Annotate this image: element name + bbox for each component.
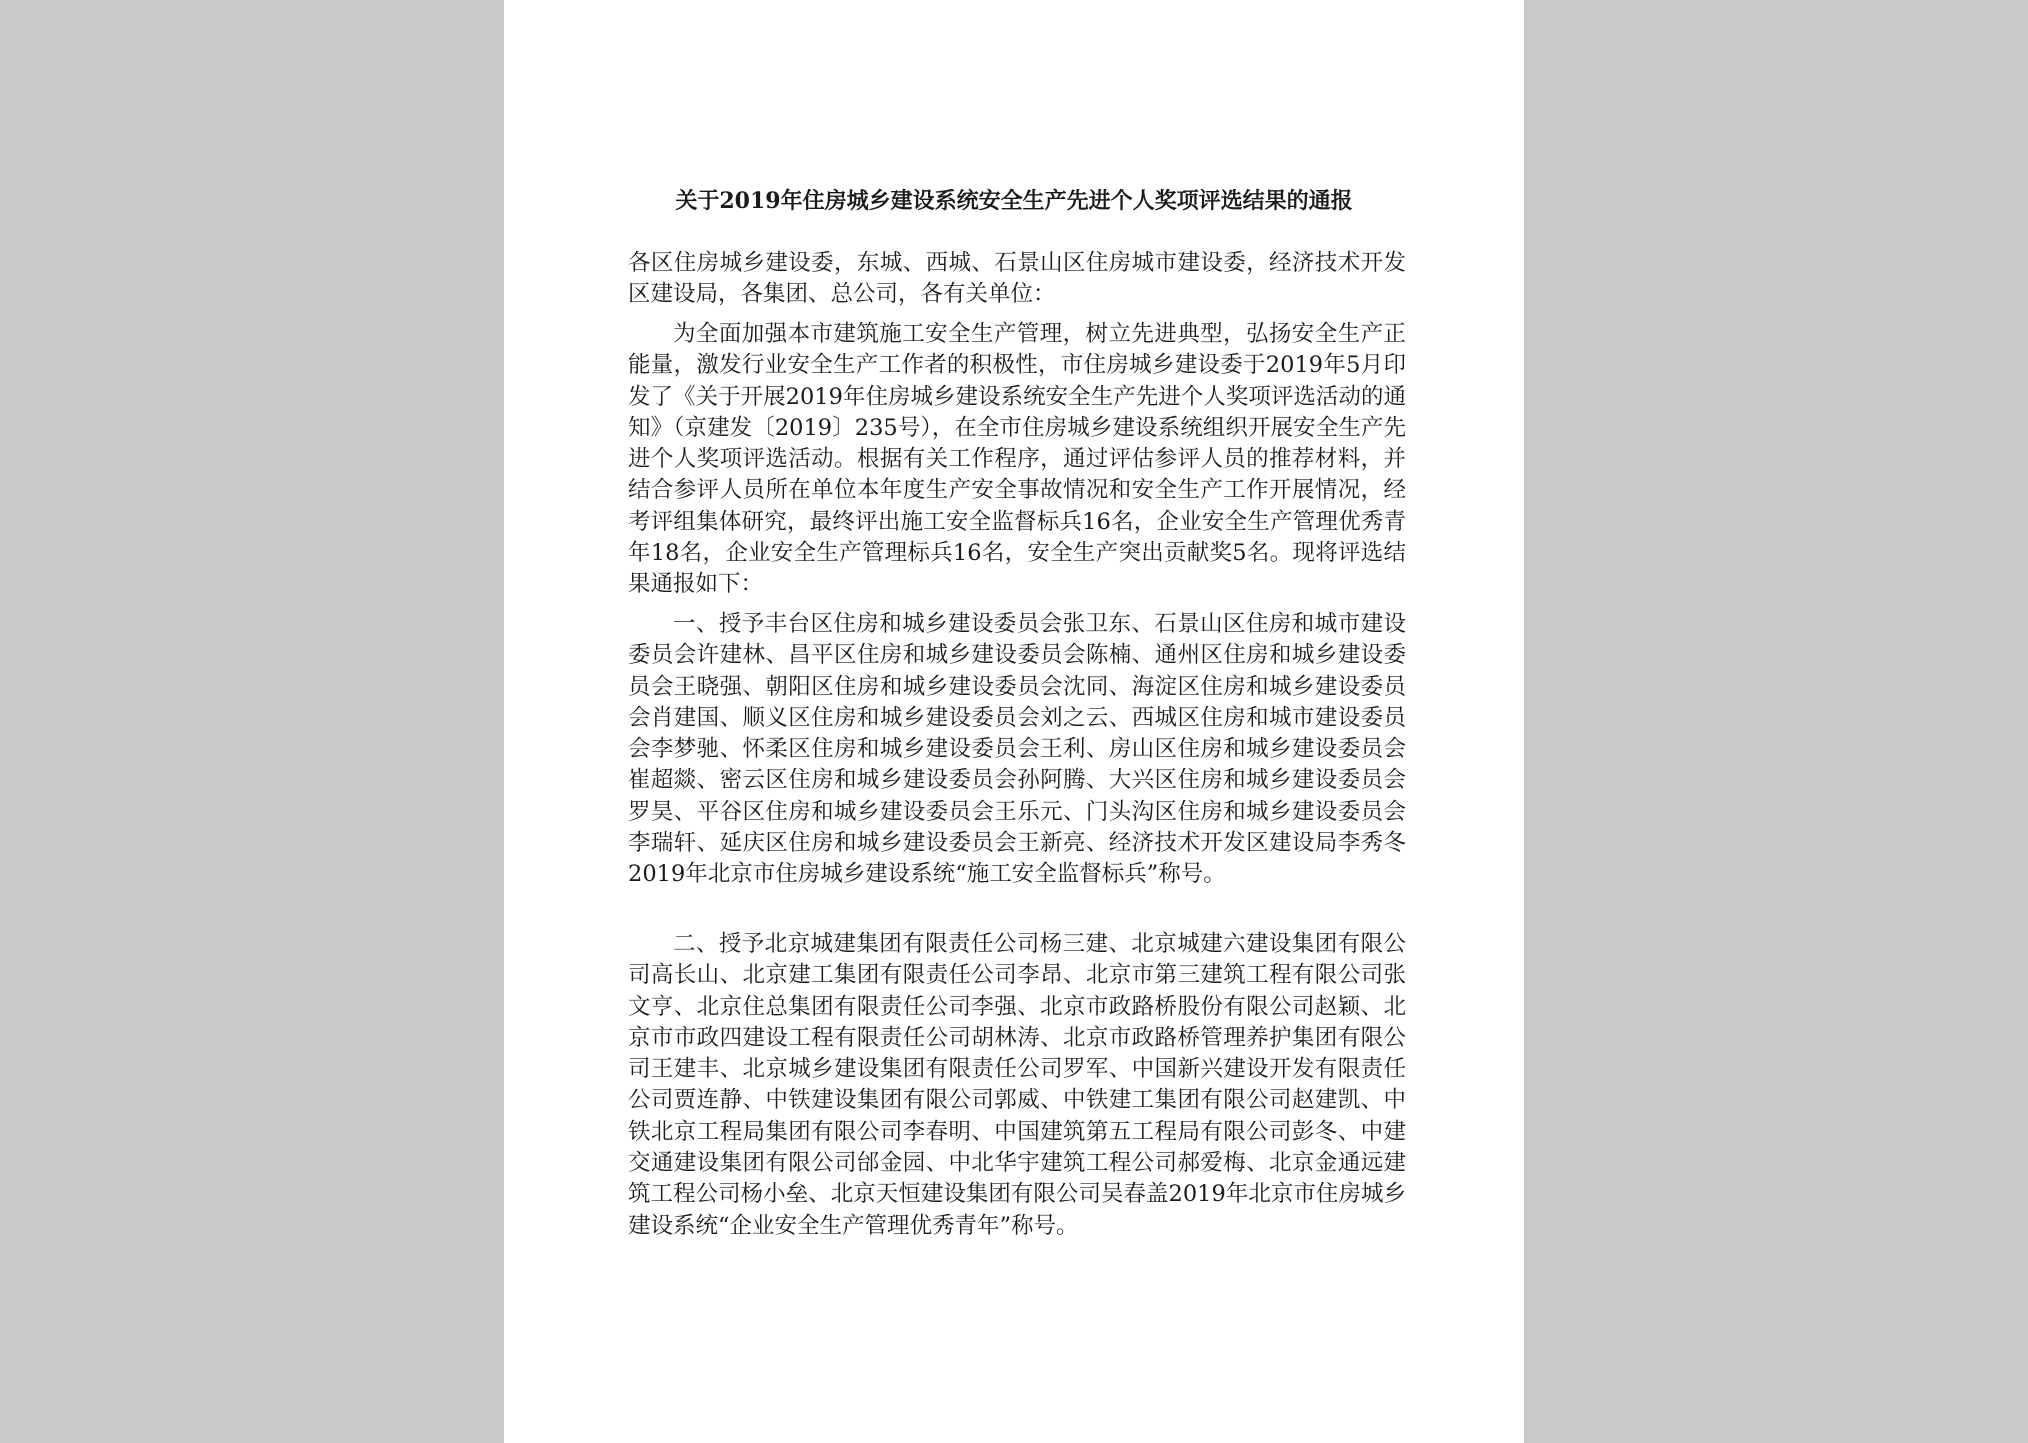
paragraph-section-two: 二、授予北京城建集团有限责任公司杨三建、北京城建六建设集团有限公司高长山、北京建工集团有限责任公司李昂、北京市第三建筑工程有限公司张文亨、北京住总集团有限责任公司李强、北京市政路桥股份有限公司赵颖、北京市市政四建设工程有限责任公司胡林涛、北京市政路桥管理养护集团有限公司王建丰、北京城乡建设集团有限责任公司罗军、中国新兴建设开发有限责任公司贾连静、中铁建设集团有限公司郭威、中铁建工集团有限公司赵建凯、中铁北京工程局集团有限公司李春明、中国建筑第五工程局有限公司彭冬、中建交通建设集团有限公司邰金园、中北华宇建筑工程公司郝爱梅、北京金通远建筑工程公司杨小垒、北京天恒建设集团有限公司吴春盖2019年北京市住房城乡建设系统“企业安全生产管理优秀青年”称号。 — [628, 931, 1406, 1239]
document-title: 关于2019年住房城乡建设系统安全生产先进个人奖项评选结果的通报 — [675, 188, 1353, 214]
document-page — [504, 0, 1524, 1443]
paragraph-section-one: 一、授予丰台区住房和城乡建设委员会张卫东、石景山区住房和城市建设委员会许建林、昌平区住房和城乡建设委员会陈楠、通州区住房和城乡建设委员会王晓强、朝阳区住房和城乡建设委员会沈同、海淀区住房和城乡建设委员会肖建国、顺义区住房和城乡建设委员会刘之云、西城区住房和城市建设委员会李梦驰、怀柔区住房和城乡建设委员会王利、房山区住房和城乡建设委员会崔超燚、密云区住房和城乡建设委员会孙阿腾、大兴区住房和城乡建设委员会罗昊、平谷区住房和城乡建设委员会王乐元、门头沟区住房和城乡建设委员会李瑞轩、延庆区住房和城乡建设委员会王新亮、经济技术开发区建设局李秀冬2019年北京市住房城乡建设系统“施工安全监督标兵”称号。 — [628, 611, 1406, 888]
paragraph-intro: 为全面加强本市建筑施工安全生产管理，树立先进典型，弘扬安全生产正能量，激发行业安全生产工作者的积极性，市住房城乡建设委于2019年5月印发了《关于开展2019年住房城乡建设系统安全生产先进个人奖项评选活动的通知》（京建发〔2019〕235号），在全市住房城乡建设系统组织开展安全生产先进个人奖项评选活动。根据有关工作程序，通过评估参评人员的推荐材料，并结合参评人员所在单位本年度生产安全事故情况和安全生产工作开展情况，经考评组集体研究，最终评出施工安全监督标兵16名，企业安全生产管理优秀青年18名，企业安全生产管理标兵16名，安全生产突出贡献奖5名。现将评选结果通报如下： — [628, 321, 1406, 598]
addressee-line: 各区住房城乡建设委，东城、西城、石景山区住房城市建设委，经济技术开发区建设局，各集团、总公司，各有关单位： — [628, 250, 1406, 308]
